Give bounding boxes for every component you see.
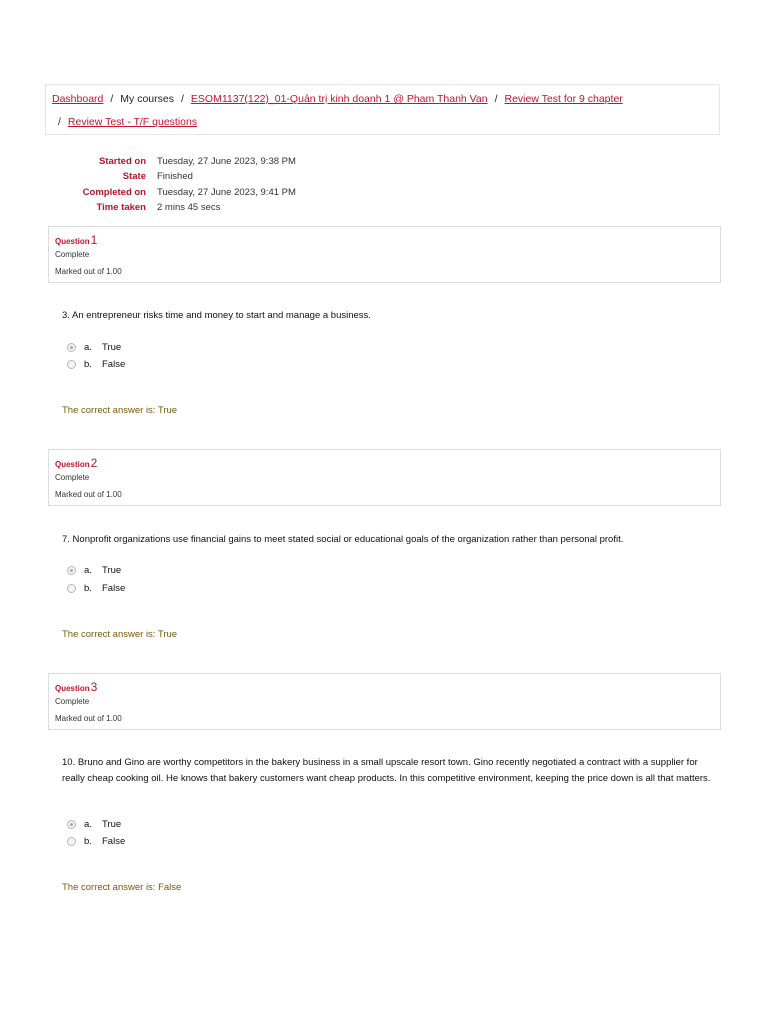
question-2-right-answer: The correct answer is: True bbox=[62, 629, 178, 640]
breadcrumb-line-1 bbox=[52, 93, 623, 105]
radio-button[interactable] bbox=[67, 584, 76, 593]
question-grade: Marked out of 1.00 bbox=[55, 490, 122, 499]
attempt-summary bbox=[62, 154, 296, 215]
breadcrumb-review-test-link[interactable]: Review Test for 9 chapter bbox=[504, 93, 623, 105]
option-letter: a. bbox=[84, 342, 92, 353]
breadcrumb-line-2 bbox=[58, 116, 197, 128]
summary-state-row bbox=[62, 169, 296, 184]
radio-button-selected[interactable] bbox=[67, 566, 76, 575]
question-number: Question3 bbox=[55, 680, 98, 694]
breadcrumb-separator: / bbox=[110, 93, 114, 105]
started-value: Tuesday, 27 June 2023, 9:38 PM bbox=[157, 156, 296, 168]
question-3-option-a[interactable] bbox=[67, 819, 121, 830]
radio-button-selected[interactable] bbox=[67, 343, 76, 352]
summary-completed-row bbox=[62, 185, 296, 200]
option-letter: b. bbox=[84, 359, 92, 370]
question-3-text: 10. Bruno and Gino are worthy competitors in the bakery business in a small upscale resort town. Gino recently negotiated a contract with a supplier for really cheap cooking oil. He knows that bakery customers want cheap products. In this competitive environment, keeping the price down is all that matters. bbox=[62, 757, 711, 784]
breadcrumb-dashboard-link[interactable]: Dashboard bbox=[52, 93, 104, 105]
state-value: Finished bbox=[157, 171, 193, 183]
question-2-text: 7. Nonprofit organizations use financial gains to meet stated social or educational goals of the organization rather than personal profit. bbox=[62, 534, 624, 545]
question-3-right-answer: The correct answer is: False bbox=[62, 882, 182, 893]
breadcrumb-separator: / bbox=[58, 116, 61, 128]
option-text: True bbox=[102, 819, 122, 830]
radio-button[interactable] bbox=[67, 837, 76, 846]
time-taken-value: 2 mins 45 secs bbox=[157, 202, 221, 214]
option-letter: b. bbox=[84, 836, 92, 847]
breadcrumb-course-link[interactable]: ESOM1137(122)_01-Quản trị kinh doanh 1 @ Pham Thanh Van bbox=[190, 93, 488, 105]
question-2-option-b[interactable] bbox=[67, 583, 125, 594]
question-grade: Marked out of 1.00 bbox=[55, 267, 122, 276]
option-text: False bbox=[102, 583, 126, 594]
started-label: Started on bbox=[99, 156, 146, 168]
completed-value: Tuesday, 27 June 2023, 9:41 PM bbox=[157, 186, 296, 198]
question-1-option-a[interactable] bbox=[67, 342, 121, 353]
question-2-option-a[interactable] bbox=[67, 565, 121, 576]
state-label: State bbox=[122, 171, 146, 183]
radio-button[interactable] bbox=[67, 360, 76, 369]
radio-button-selected[interactable] bbox=[67, 820, 76, 829]
option-letter: a. bbox=[84, 565, 92, 576]
question-state: Complete bbox=[55, 250, 90, 259]
breadcrumb-my-courses: My courses bbox=[120, 93, 174, 105]
option-letter: a. bbox=[84, 819, 92, 830]
option-text: False bbox=[102, 836, 126, 847]
question-1-option-b[interactable] bbox=[67, 359, 125, 370]
question-2-info bbox=[48, 449, 721, 506]
question-1-text: 3. An entrepreneur risks time and money to start and manage a business. bbox=[62, 310, 371, 321]
completed-label: Completed on bbox=[82, 186, 146, 198]
question-3-info bbox=[48, 673, 721, 730]
option-text: True bbox=[102, 342, 122, 353]
question-1-right-answer: The correct answer is: True bbox=[62, 405, 178, 416]
question-grade: Marked out of 1.00 bbox=[55, 714, 122, 723]
summary-started-row bbox=[62, 154, 296, 169]
question-3-option-b[interactable] bbox=[67, 836, 125, 847]
question-state: Complete bbox=[55, 473, 90, 482]
option-text: True bbox=[102, 565, 122, 576]
time-taken-label: Time taken bbox=[96, 202, 146, 214]
option-text: False bbox=[102, 359, 126, 370]
breadcrumb-separator: / bbox=[494, 93, 498, 105]
question-state: Complete bbox=[55, 697, 90, 706]
question-1-info bbox=[48, 226, 721, 283]
question-number: Question1 bbox=[55, 233, 98, 247]
breadcrumb-separator: / bbox=[180, 93, 184, 105]
option-letter: b. bbox=[84, 583, 92, 594]
question-number: Question2 bbox=[55, 456, 98, 470]
breadcrumb bbox=[45, 84, 720, 135]
summary-time-row bbox=[62, 200, 296, 215]
breadcrumb-quiz-link[interactable]: Review Test - T/F questions bbox=[67, 116, 198, 128]
